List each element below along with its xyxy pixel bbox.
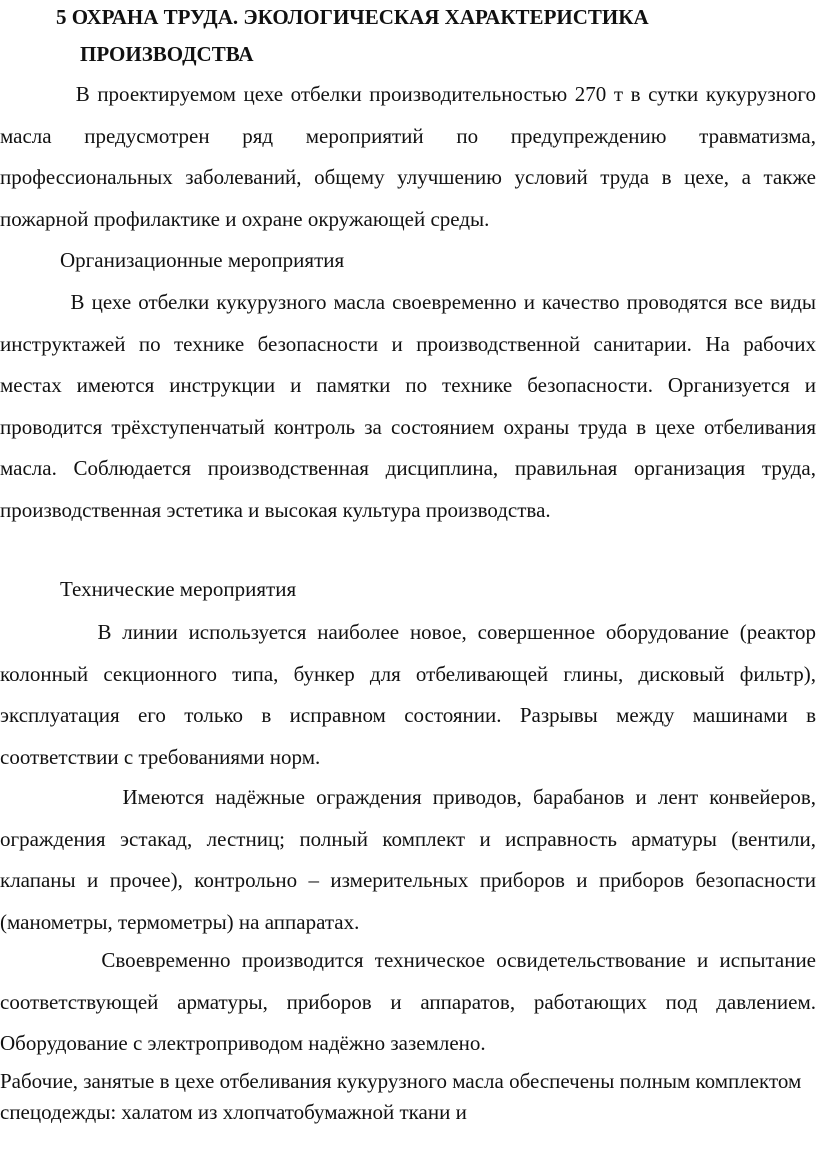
subheading-organizational: Организационные мероприятия xyxy=(60,248,345,272)
paragraph-equipment: В линии используется наиболее новое, совершенное оборудование (реактор колонный секционного типа, бункер для отбеливающей глины, дисковый фильтр), эксплуатация его только в исправном состоянии. Разрывы между машинами в соответствии с требованиями норм. xyxy=(0,620,816,769)
subheading-technical: Технические мероприятия xyxy=(60,577,297,601)
paragraph-workwear: Рабочие, занятые в цехе отбеливания кукурузного масла обеспечены полным комплектом спецодежды: халатом из хлопчатобумажной ткани и xyxy=(0,1069,802,1124)
section-title-line-2: ПРОИЗВОДСТВА xyxy=(80,42,254,66)
paragraph-organizational: В цехе отбелки кукурузного масла своевременно и качество проводятся все виды инструктажей по технике безопасности и производственной санитарии. На рабочих местах имеются инструкции и памятки по технике безопасности. Организуется и проводится трёхступенчатый контроль за состоянием охраны труда в цехе отбеливания масла. Соблюдается производственная дисциплина, правильная организация труда, производственная эстетика и высокая культура производства. xyxy=(0,290,816,522)
paragraph-guards: Имеются надёжные ограждения приводов, барабанов и лент конвейеров, ограждения эстакад, лестниц; полный комплект и исправность арматуры (вентили, клапаны и прочее), контрольно – измерительных приборов и приборов безопасности (манометры, термометры) на аппаратах. xyxy=(0,785,816,934)
section-title-line-1: 5 ОХРАНА ТРУДА. ЭКОЛОГИЧЕСКАЯ ХАРАКТЕРИСТИКА xyxy=(56,5,649,29)
paragraph-intro: В проектируемом цехе отбелки производительностью 270 т в сутки кукурузного масла предусмотрен ряд мероприятий по предупреждению травматизма, профессиональных заболеваний, общему улучшению условий труда в цехе, а также пожарной профилактике и охране окружающей среды. xyxy=(0,82,816,231)
paragraph-inspection: Своевременно производится техническое освидетельствование и испытание соответствующей арматуры, приборов и аппаратов, работающих под давлением. Оборудование с электроприводом надёжно заземлено. xyxy=(0,948,816,1055)
